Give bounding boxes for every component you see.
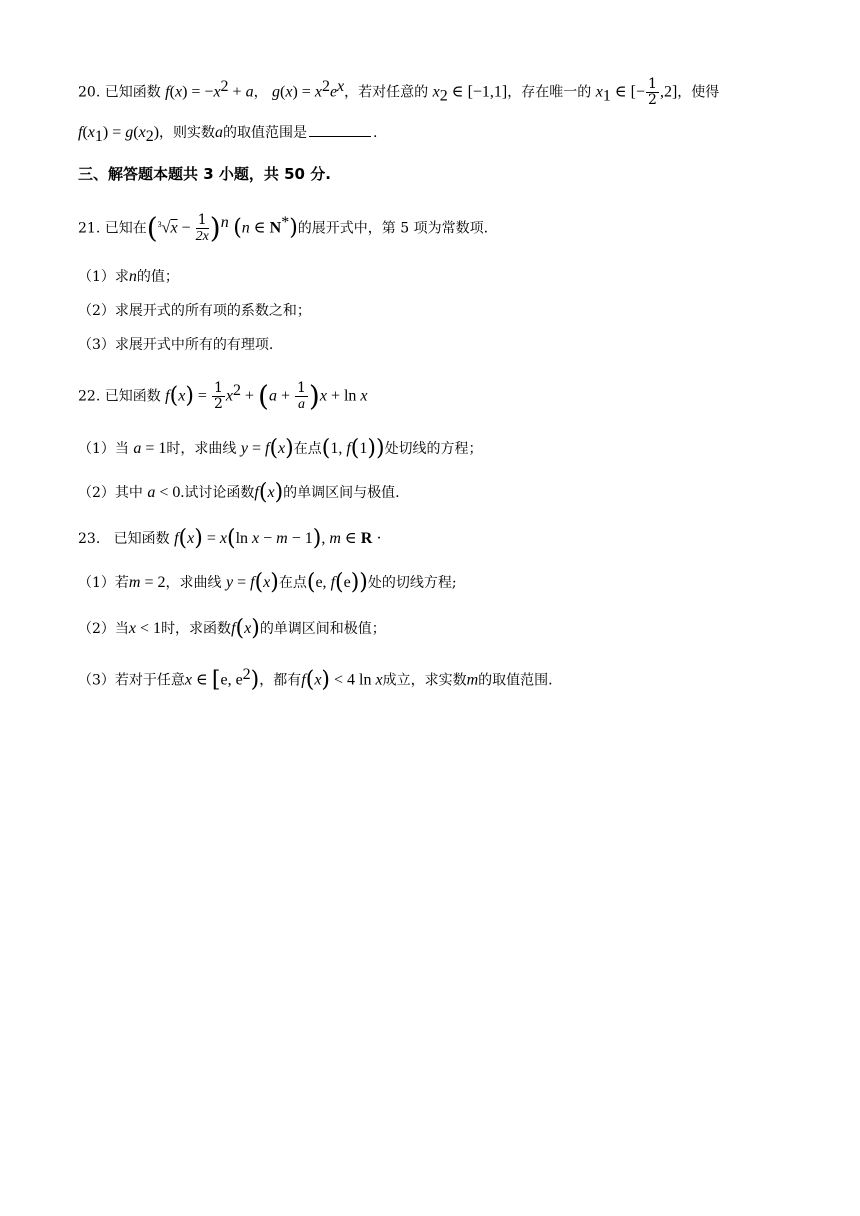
q22-part2: （2）其中 a < 0.试讨论函数f(x)的单调区间与极值. [78, 480, 400, 505]
fraction: $\frac{1}{2}$ [213, 380, 223, 413]
q21-part2: （2）求展开式的所有项的系数之和； [78, 303, 311, 319]
fraction: $\frac{1}{a}$ [296, 380, 306, 413]
q20-line2: $f(x_1) = g(x_2)$，则实数a的取值范围是 . [78, 124, 378, 145]
q23-line1: 23. 已知函数 f(x) = x(ln x − m − 1), m ∈ R · [78, 526, 382, 551]
formula-f: f [165, 83, 170, 101]
section-title: 三、解答题本题共 3 小题，共 50 分. [78, 165, 331, 183]
fraction: $\frac{1}{2}$ [648, 76, 657, 109]
q23-part2: （2）当x < 1时，求函数f(x)的单调区间和极值； [78, 616, 386, 641]
q23-part3: （3）若对于任意x ∈ [e, $e^2$)，都有f(x) < 4 ln x成立，求实数m的取值范围. [78, 666, 553, 693]
question-number: 22. [78, 388, 101, 405]
formula-g: g [272, 83, 281, 101]
q22-line1: 22. 已知函数 f(x) = $\frac{1}{2}$ $x^2 + (a$ + $\frac{1}{a}$ )x + ln x [78, 379, 368, 413]
answer-blank [309, 124, 371, 137]
question-number: 20. [78, 84, 101, 101]
question-number: 21. [78, 220, 101, 237]
q22-part1: （1）当 a = 1时，求曲线 y = f(x)在点(1, f(1))处切线的方程； [78, 436, 483, 461]
q21-part1: （1）求n的值； [78, 268, 179, 285]
q20-line1: 20. 已知函数 $f(x) = -x^2 + a$， $g(x) = x^2e^x$，若对任意的 $x_2$ ∈ [−1,1]，存在唯一的 $x_1$ ∈ [− $\frac{1}{2}$ ,2]，使得 [78, 76, 720, 109]
question-number: 23. [78, 531, 101, 547]
fraction: $\frac{1}{2x}$ [195, 212, 209, 245]
q23-part1: （1）若m = 2，求曲线 y = f(x)在点(e, f(e))处的切线方程; [78, 570, 457, 595]
q21-part3: （3）求展开式中所有的有理项. [78, 337, 274, 353]
q21-line1: 21. 已知在($^3$√x − $\frac{1}{2x}$ )$^n$ (n ∈ N*)的展开式中，第 5 项为常数项. [78, 211, 489, 245]
